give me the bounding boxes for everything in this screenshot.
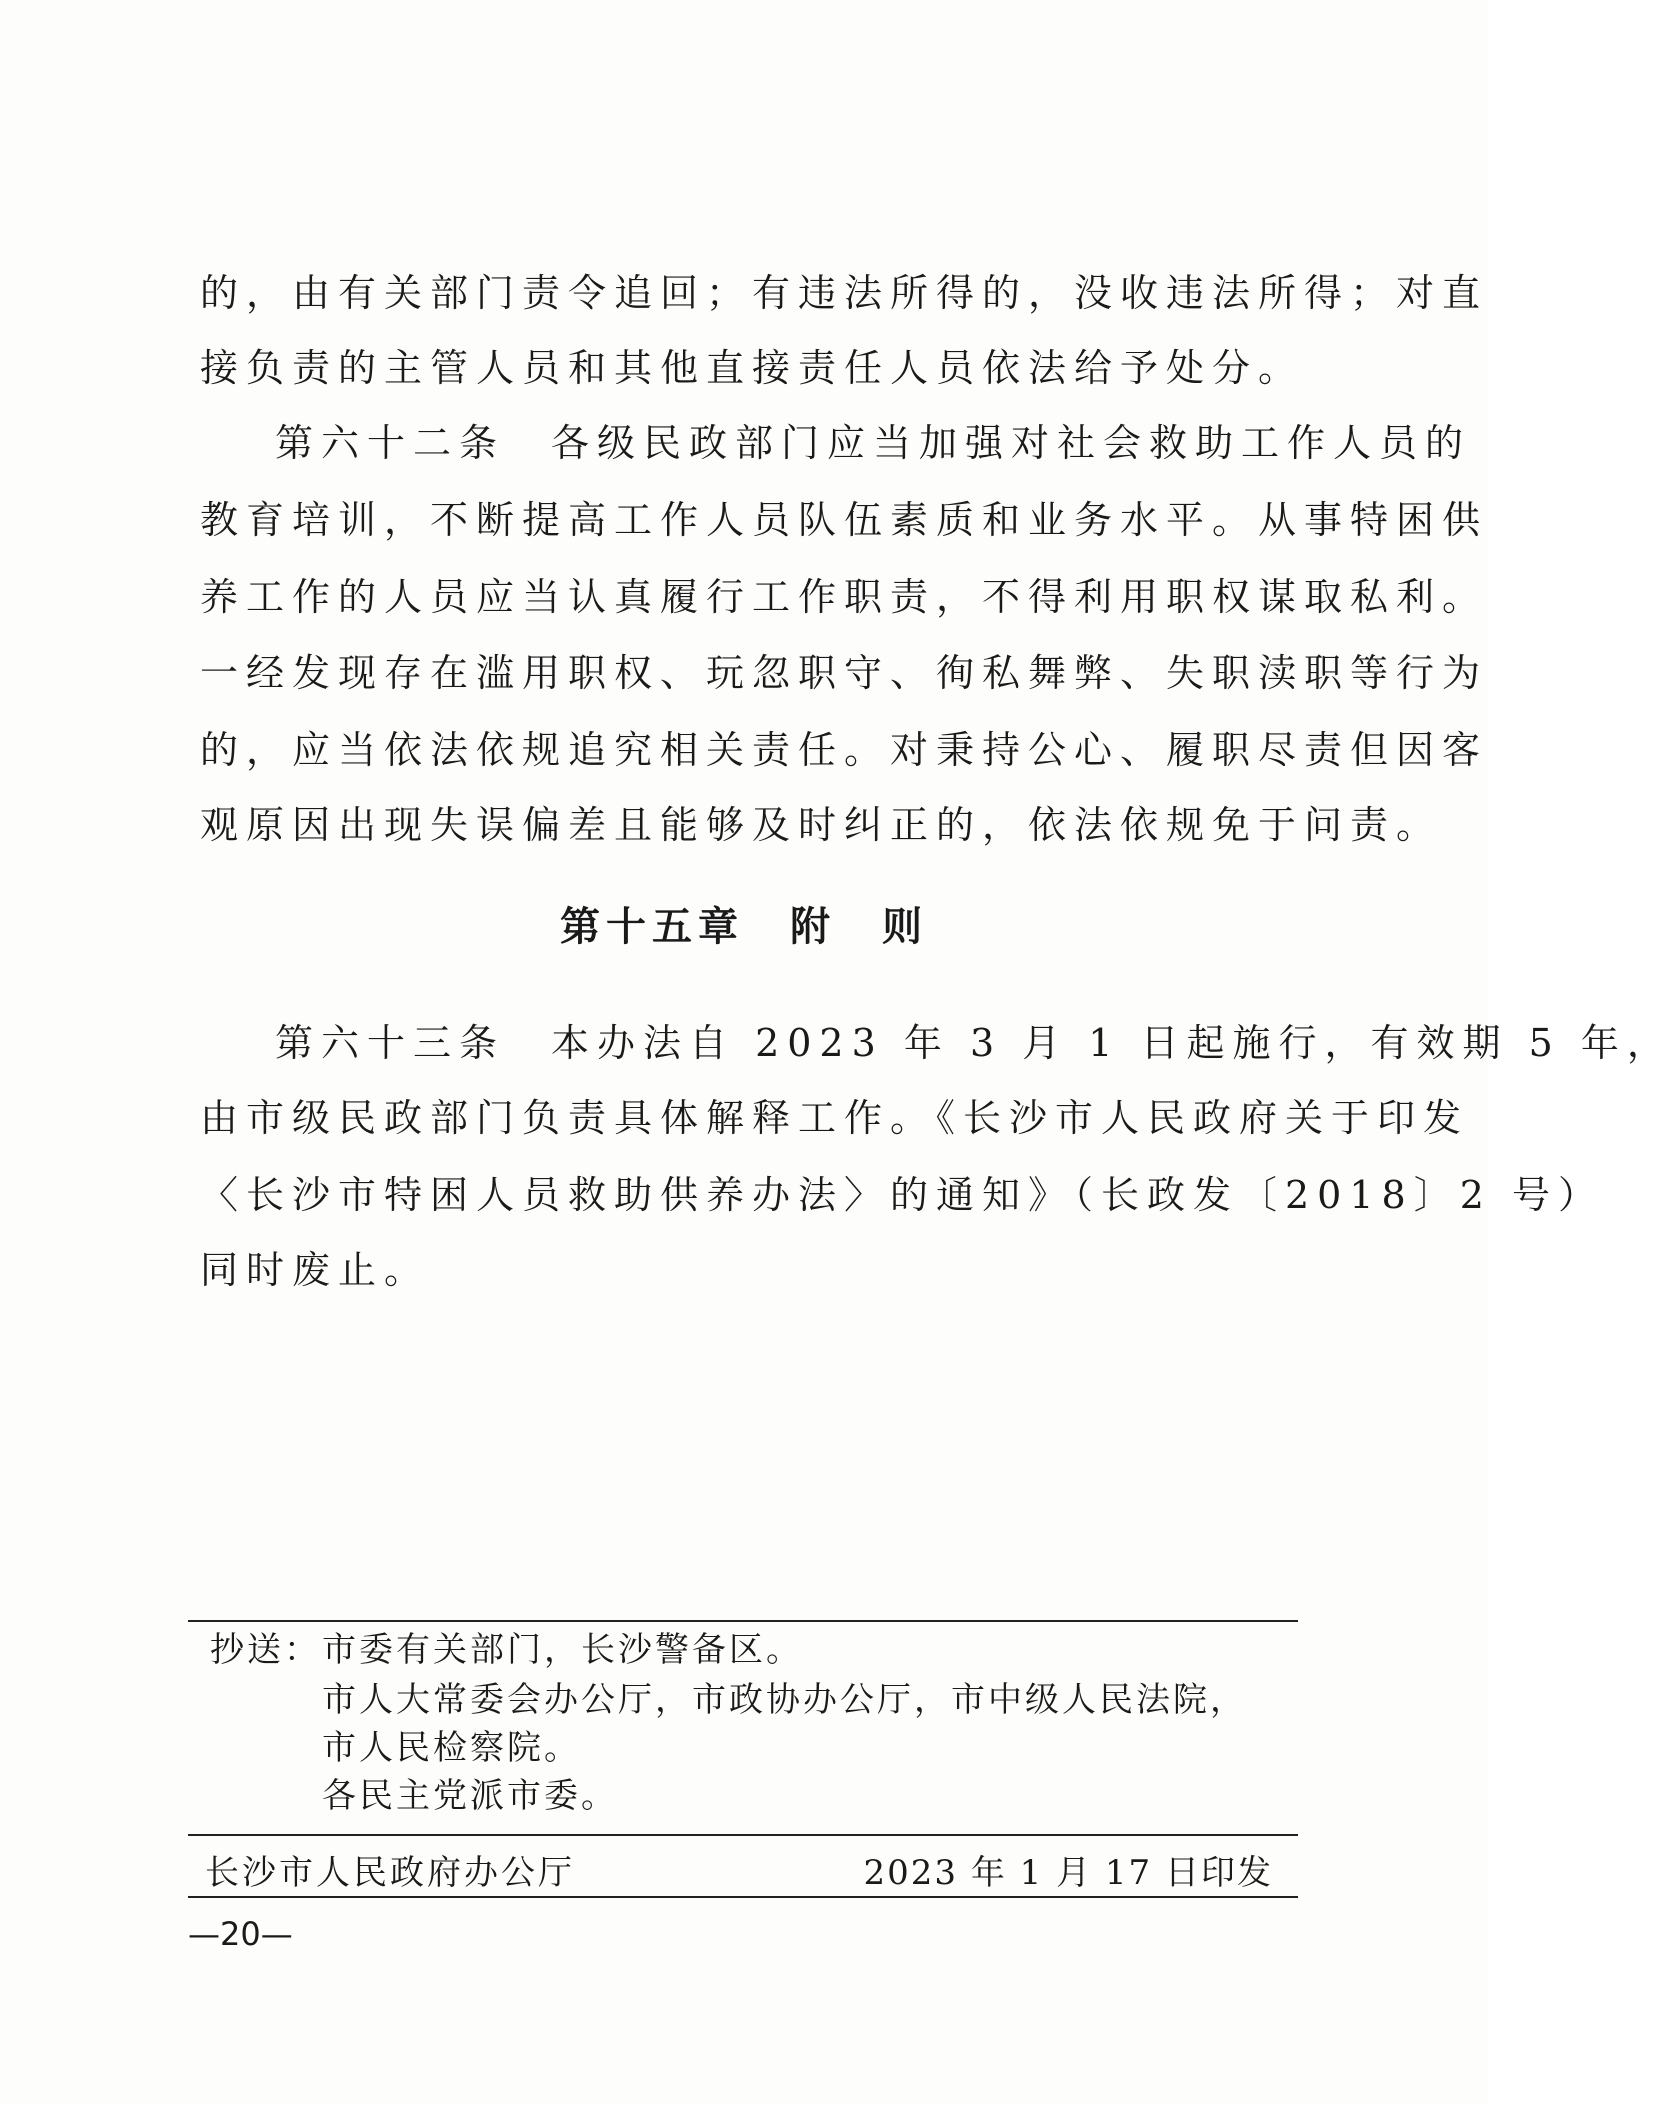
cc-label: 抄送： [210,1630,321,1670]
body-line: 的，由有关部门责令追回；有违法所得的，没收违法所得；对直 [200,271,1489,315]
issuing-office: 长沙市人民政府办公厅 [205,1853,575,1893]
body-line: 接负责的主管人员和其他直接责任人员依法给予处分。 [200,346,1305,390]
body-line: 养工作的人员应当认真履行工作职责，不得利用职权谋取私利。 [200,575,1489,619]
footer-top-rule [188,1834,1298,1836]
footer-bottom-rule [188,1896,1298,1898]
article-63-line: 第六十三条 本办法自 2023 年 3 月 1 日起施行，有效期 5 年， [275,1021,1673,1065]
article-62-line: 第六十二条 各级民政部门应当加强对社会救助工作人员的 [275,421,1472,465]
cc-line: 市委有关部门，长沙警备区。 [322,1630,803,1670]
cc-line: 市人民检察院。 [322,1728,581,1768]
body-line: 观原因出现失误偏差且能够及时纠正的，依法依规免于问责。 [200,803,1443,847]
body-line: 教育培训，不断提高工作人员队伍素质和业务水平。从事特困供 [200,498,1489,542]
body-line: 〈长沙市特困人员救助供养办法〉的通知》（长政发〔2018〕2 号） [200,1173,1604,1217]
cc-top-rule [188,1620,1298,1622]
body-line: 的，应当依法依规追究相关责任。对秉持公心、履职尽责但因客 [200,728,1489,772]
issue-date: 2023 年 1 月 17 日印发 [863,1853,1273,1893]
chapter-heading: 第十五章 附 则 [560,904,928,950]
page-number: —20— [188,1915,293,1953]
cc-line: 市人大常委会办公厅，市政协办公厅，市中级人民法院， [322,1680,1247,1720]
body-line: 一经发现存在滥用职权、玩忽职守、徇私舞弊、失职渎职等行为 [200,651,1489,695]
body-line: 由市级民政部门负责具体解释工作。《长沙市人民政府关于印发 [200,1096,1470,1140]
body-line: 同时废止。 [200,1248,431,1292]
cc-line: 各民主党派市委。 [322,1776,618,1816]
